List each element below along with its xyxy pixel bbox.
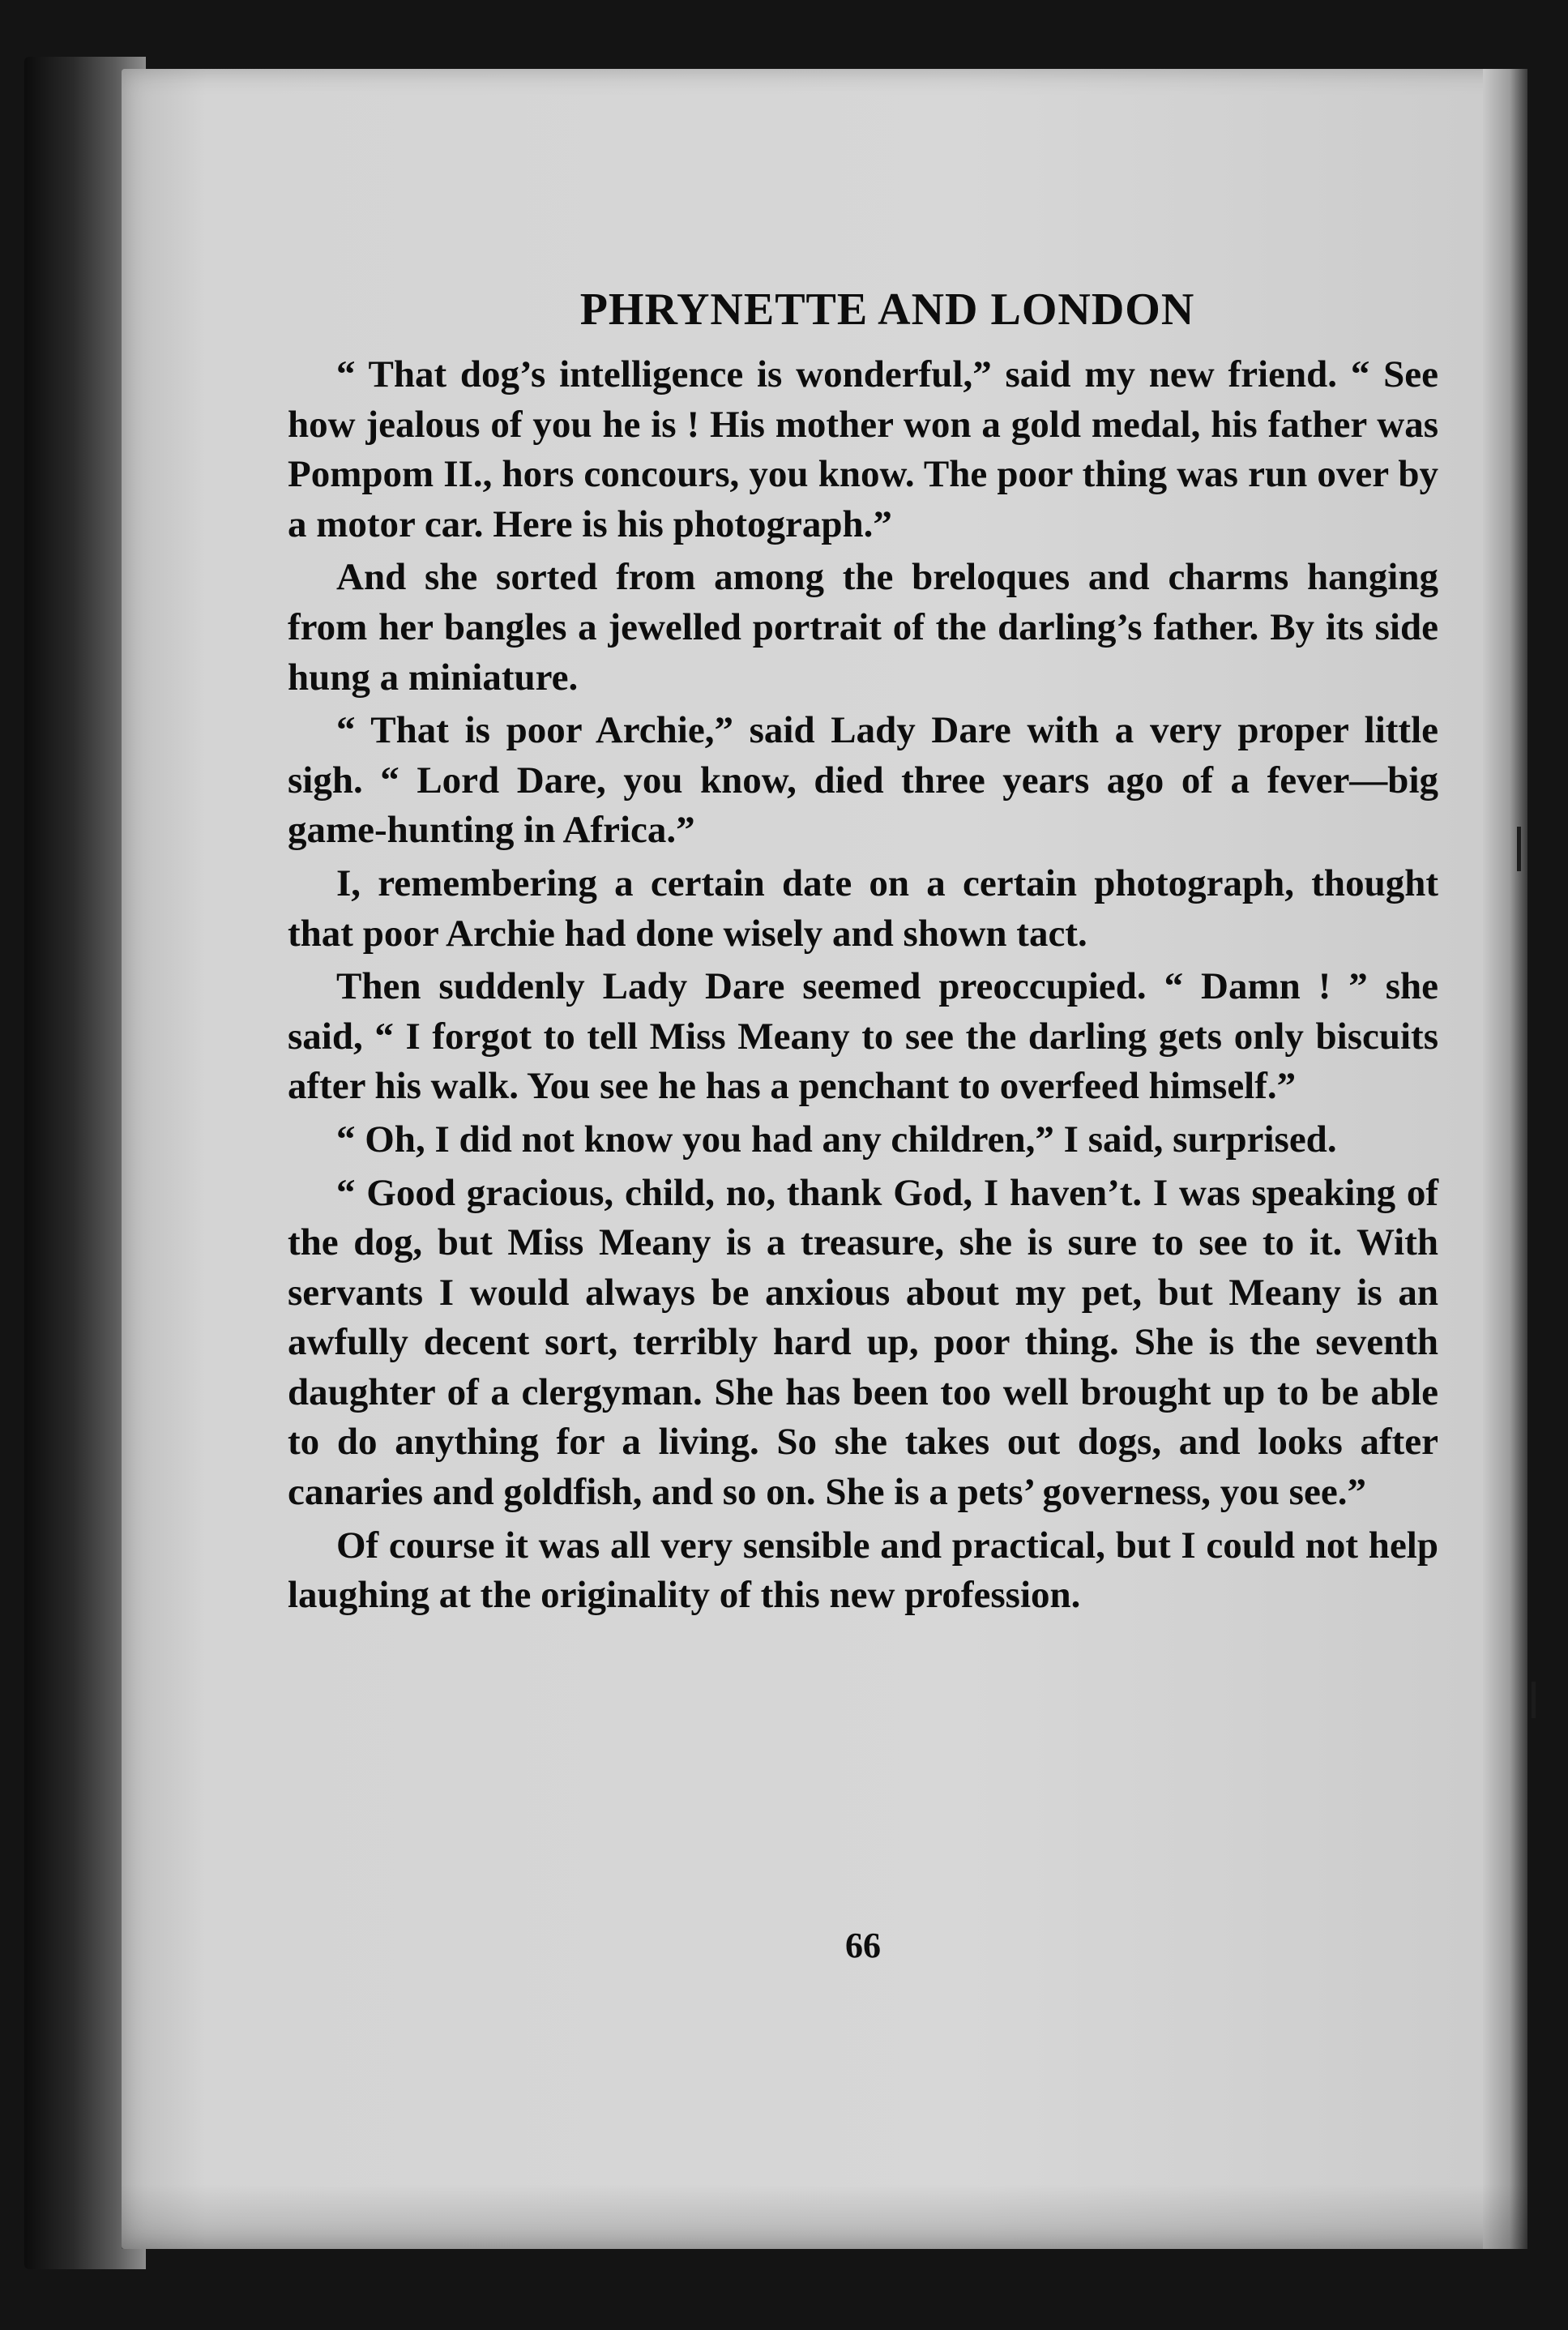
- running-head: PHRYNETTE AND LONDON: [579, 284, 1195, 335]
- page-shadow: [122, 2184, 1527, 2249]
- paragraph-4: I, remembering a certain date on a certain photograph, thought that poor Archie had done wisely and shown tact.: [288, 861, 1438, 955]
- paragraph-8: Of course it was all very sensible and practical, but I could not help laughing at the originality of this new profession.: [288, 1524, 1438, 1617]
- paragraph-2: And she sorted from among the breloques and charms hanging from her bangles a jewelled portrait of the darling’s father. By its side hung a miniature.: [288, 556, 1438, 699]
- page-edge: [1483, 69, 1527, 2249]
- paragraph-5: Then suddenly Lady Dare seemed preoccupied. “ Damn ! ” she said, “ I forgot to tell Miss Meany to see the darling gets only biscuits after his walk. You see he has a penchant to overfeed himself.”: [288, 965, 1438, 1108]
- margin-mark-top: [1517, 827, 1521, 871]
- paragraph-3: “ That is poor Archie,” said Lady Dare with a very proper little sigh. “ Lord Dare, you know, died three years ago of a fever—big game-hunting in Africa.”: [288, 709, 1438, 852]
- paragraph-1: “ That dog’s intelligence is wonderful,” said my new friend. “ See how jealous of you he is ! His mother won a gold medal, his father was Pompom II., hors concours, you know. The poor thing was run over by a motor car. Here is his photograph.”: [288, 353, 1438, 545]
- paragraph-7: “ Good gracious, child, no, thank God, I haven’t. I was speaking of the dog, but Miss Meany is a treasure, she is sure to see to it. With servants I would always be anxious about my pet, but Meany is an awfully decent sort, terribly hard up, poor thing. She is the seventh daughter of a clergyman. She has been too well brought up to be able to do anything for a living. So she takes out dogs, and looks after canaries and goldfish, and so on. She is a pets’ governess, you see.”: [288, 1171, 1438, 1514]
- margin-mark-bottom: [1532, 1682, 1536, 1718]
- paragraph-6: “ Oh, I did not know you had any children,” I said, surprised.: [336, 1118, 1337, 1161]
- page-text-block: [288, 284, 1438, 1965]
- page-number: 66: [845, 1926, 881, 1965]
